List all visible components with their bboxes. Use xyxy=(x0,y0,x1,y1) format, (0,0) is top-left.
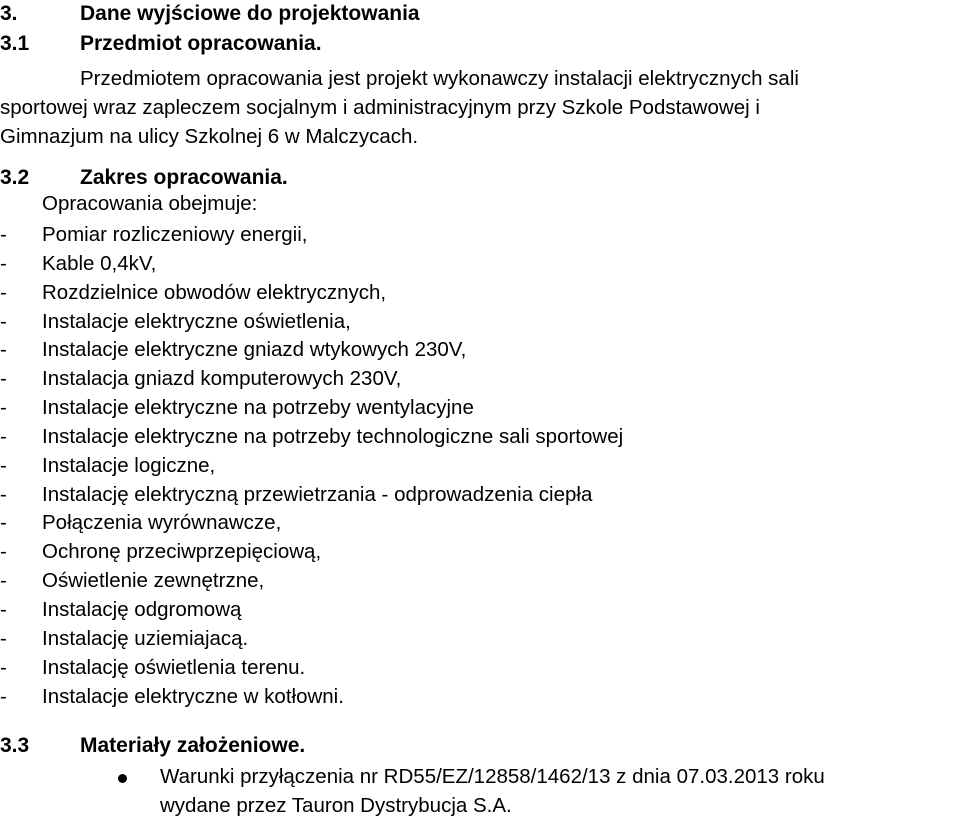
scope-list-item xyxy=(0,567,623,596)
list-dash: - xyxy=(0,280,7,304)
scope-item-text: Kable 0,4kV, xyxy=(42,251,157,275)
scope-intro: Opracowania obejmuje: xyxy=(42,192,258,215)
list-dash: - xyxy=(0,309,7,333)
scope-item-text: Instalację odgromową xyxy=(42,597,242,621)
scope-item-text: Instalacje elektryczne gniazd wtykowych 230V, xyxy=(42,338,467,362)
scope-list-item xyxy=(0,538,623,567)
scope-list-item xyxy=(0,596,623,625)
scope-list-item xyxy=(0,221,623,250)
paragraph-line-2: sportowej wraz zapleczem socjalnym i administracyjnym przy Szkole Podstawowej i xyxy=(0,96,760,119)
bullet-item xyxy=(160,762,825,820)
list-dash: - xyxy=(0,223,7,246)
scope-item-text: Połączenia wyrównawcze, xyxy=(42,511,282,535)
scope-list-item xyxy=(0,423,623,452)
scope-list xyxy=(0,221,623,711)
scope-item-text: Instalacje logiczne, xyxy=(42,453,216,477)
list-dash: - xyxy=(0,511,7,535)
list-dash: - xyxy=(0,367,7,391)
list-dash: - xyxy=(0,597,7,621)
scope-list-item xyxy=(0,365,623,394)
bullet-line-1: Warunki przyłączenia nr RD55/EZ/12858/1462/13 z dnia 07.03.2013 roku xyxy=(160,765,825,788)
list-dash: - xyxy=(0,655,7,679)
scope-list-item xyxy=(0,625,623,654)
list-dash: - xyxy=(0,338,7,362)
section-3-title: Dane wyjściowe do projektowania xyxy=(80,2,420,25)
scope-item-text: Instalacje elektryczne oświetlenia, xyxy=(42,309,351,333)
list-dash: - xyxy=(0,453,7,477)
list-dash: - xyxy=(0,540,7,564)
scope-list-item xyxy=(0,394,623,423)
scope-item-text: Instalacja gniazd komputerowych 230V, xyxy=(42,367,402,391)
list-dash: - xyxy=(0,626,7,650)
section-3-1-title: Przedmiot opracowania. xyxy=(80,32,322,55)
scope-item-text: Rozdzielnice obwodów elektrycznych, xyxy=(42,280,387,304)
list-dash: - xyxy=(0,482,7,506)
section-3-1-heading xyxy=(0,32,322,56)
section-3-number: 3. xyxy=(0,2,18,25)
section-3-2-heading xyxy=(0,166,288,190)
list-dash: - xyxy=(0,396,7,420)
scope-list-item xyxy=(0,336,623,365)
scope-list-item xyxy=(0,481,623,510)
scope-list-item xyxy=(0,509,623,538)
section-3-2-title: Zakres opracowania. xyxy=(80,166,288,189)
section-3-3-heading xyxy=(0,734,305,758)
scope-item-text: Ochronę przeciwprzepięciową, xyxy=(42,540,322,564)
scope-item-text: Instalację uziemiajacą. xyxy=(42,626,249,650)
scope-item-text: Instalacje elektryczne na potrzeby technologiczne sali sportowej xyxy=(42,424,624,448)
section-3-3-title: Materiały założeniowe. xyxy=(80,734,306,757)
scope-item-text: Oświetlenie zewnętrzne, xyxy=(42,569,265,593)
bullet-dot-icon xyxy=(118,774,127,783)
paragraph-line-1: Przedmiotem opracowania jest projekt wykonawczy instalacji elektrycznych sali xyxy=(80,67,799,90)
scope-list-item xyxy=(0,654,623,683)
scope-list-item xyxy=(0,683,623,712)
section-3-2-number: 3.2 xyxy=(0,166,30,189)
paragraph-line-3: Gimnazjum na ulicy Szkolnej 6 w Malczycach. xyxy=(0,125,419,148)
scope-item-text: Pomiar rozliczeniowy energii, xyxy=(42,223,308,246)
scope-list-item xyxy=(0,250,623,279)
section-3-3-number: 3.3 xyxy=(0,734,30,757)
scope-item-text: Instalację elektryczną przewietrzania - odprowadzenia ciepła xyxy=(42,482,593,506)
scope-item-text: Instalacje elektryczne na potrzeby wentylacyjne xyxy=(42,396,474,420)
scope-item-text: Instalację oświetlenia terenu. xyxy=(42,655,306,679)
section-3-1-number: 3.1 xyxy=(0,32,30,55)
list-dash: - xyxy=(0,684,7,708)
list-dash: - xyxy=(0,251,7,275)
list-dash: - xyxy=(0,424,7,448)
scope-item-text: Instalacje elektryczne w kotłowni. xyxy=(42,684,344,708)
section-3-heading xyxy=(0,2,420,26)
scope-list-item xyxy=(0,308,623,337)
section-3-1-paragraph xyxy=(0,64,958,151)
list-dash: - xyxy=(0,569,7,593)
scope-list-item xyxy=(0,452,623,481)
scope-list-item xyxy=(0,279,623,308)
bullet-line-2: wydane przez Tauron Dystrybucja S.A. xyxy=(160,794,512,817)
